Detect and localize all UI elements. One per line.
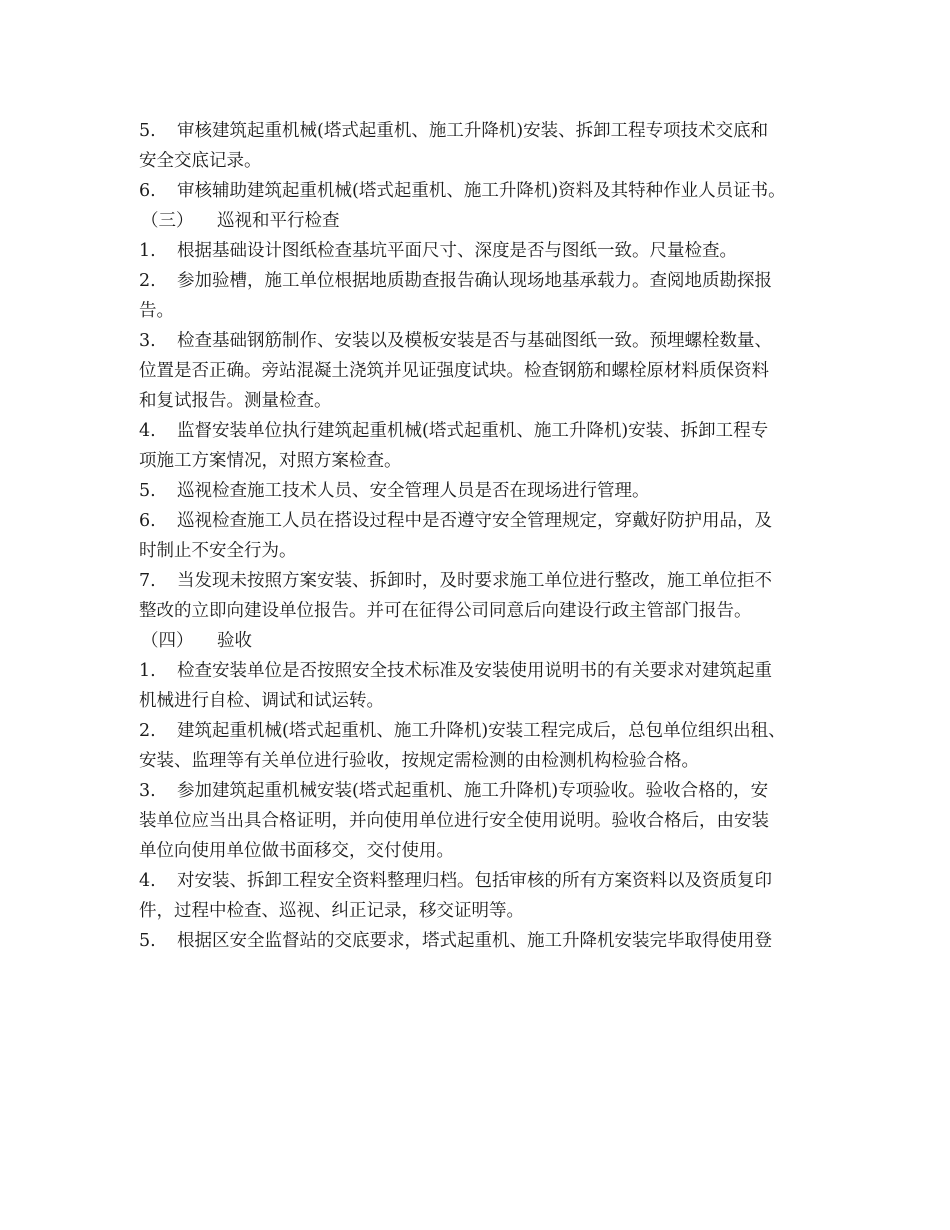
item-number: 6. bbox=[139, 511, 156, 531]
section-title: 巡视和平行检查 bbox=[217, 211, 340, 231]
line-text: 单位向使用单位做书面移交，交付使用。 bbox=[139, 841, 454, 861]
line-text: 安全交底记录。 bbox=[139, 151, 262, 171]
text-line bbox=[139, 836, 819, 866]
item-number: 5. bbox=[139, 121, 156, 141]
text-line bbox=[139, 776, 819, 806]
item-number: 5. bbox=[139, 931, 156, 951]
line-text: 根据基础设计图纸检查基坑平面尺寸、深度是否与图纸一致。尺量检查。 bbox=[177, 241, 737, 261]
line-text: 对安装、拆卸工程安全资料整理归档。包括审核的所有方案资料以及资质复印 bbox=[177, 871, 772, 891]
item-number: 5. bbox=[139, 481, 156, 501]
section-heading bbox=[139, 626, 819, 656]
section-number: （三） bbox=[141, 211, 194, 231]
text-line bbox=[139, 866, 819, 896]
text-line bbox=[139, 446, 819, 476]
text-line bbox=[139, 716, 819, 746]
text-line bbox=[139, 146, 819, 176]
line-text: 参加建筑起重机械安装(塔式起重机、施工升降机)专项验收。验收合格的，安 bbox=[177, 781, 769, 801]
text-line bbox=[139, 656, 819, 686]
line-text: 整改的立即向建设单位报告。并可在征得公司同意后向建设行政主管部门报告。 bbox=[139, 601, 752, 621]
item-number: 2. bbox=[139, 721, 156, 741]
text-line bbox=[139, 536, 819, 566]
text-line bbox=[139, 386, 819, 416]
text-line bbox=[139, 926, 819, 956]
line-text: 检查安装单位是否按照安全技术标准及安装使用说明书的有关要求对建筑起重 bbox=[177, 661, 772, 681]
item-number: 6. bbox=[139, 181, 156, 201]
text-line bbox=[139, 746, 819, 776]
item-number: 3. bbox=[139, 781, 156, 801]
item-number: 4. bbox=[139, 421, 156, 441]
line-text: 件，过程中检查、巡视、纠正记录，移交证明等。 bbox=[139, 901, 524, 921]
line-text: 和复试报告。测量检查。 bbox=[139, 391, 332, 411]
text-line bbox=[139, 896, 819, 926]
item-number: 1. bbox=[139, 241, 156, 261]
line-text: 告。 bbox=[139, 301, 174, 321]
text-line bbox=[139, 506, 819, 536]
text-line bbox=[139, 356, 819, 386]
line-text: 时制止不安全行为。 bbox=[139, 541, 297, 561]
text-line bbox=[139, 296, 819, 326]
section-number: （四） bbox=[141, 631, 194, 651]
section-heading bbox=[139, 206, 819, 236]
text-line bbox=[139, 686, 819, 716]
text-line bbox=[139, 806, 819, 836]
section-title: 验收 bbox=[217, 631, 252, 651]
text-line bbox=[139, 176, 819, 206]
text-line bbox=[139, 566, 819, 596]
line-text: 建筑起重机械(塔式起重机、施工升降机)安装工程完成后，总包单位组织出租、 bbox=[177, 721, 786, 741]
document-body bbox=[139, 116, 819, 956]
text-line bbox=[139, 116, 819, 146]
line-text: 位置是否正确。旁站混凝土浇筑并见证强度试块。检查钢筋和螺栓原材料质保资料 bbox=[139, 361, 769, 381]
item-number: 7. bbox=[139, 571, 156, 591]
text-line bbox=[139, 596, 819, 626]
line-text: 检查基础钢筋制作、安装以及模板安装是否与基础图纸一致。预埋螺栓数量、 bbox=[177, 331, 772, 351]
line-text: 监督安装单位执行建筑起重机械(塔式起重机、施工升降机)安装、拆卸工程专 bbox=[177, 421, 769, 441]
line-text: 巡视检查施工技术人员、安全管理人员是否在现场进行管理。 bbox=[177, 481, 650, 501]
text-line bbox=[139, 476, 819, 506]
text-line bbox=[139, 266, 819, 296]
line-text: 巡视检查施工人员在搭设过程中是否遵守安全管理规定，穿戴好防护用品，及 bbox=[177, 511, 772, 531]
line-text: 参加验槽，施工单位根据地质勘查报告确认现场地基承载力。查阅地质勘探报 bbox=[177, 271, 772, 291]
item-number: 1. bbox=[139, 661, 156, 681]
line-text: 审核辅助建筑起重机械(塔式起重机、施工升降机)资料及其特种作业人员证书。 bbox=[177, 181, 786, 201]
line-text: 装单位应当出具合格证明，并向使用单位进行安全使用说明。验收合格后，由安装 bbox=[139, 811, 769, 831]
line-text: 项施工方案情况，对照方案检查。 bbox=[139, 451, 402, 471]
line-text: 当发现未按照方案安装、拆卸时，及时要求施工单位进行整改，施工单位拒不 bbox=[177, 571, 772, 591]
line-text: 安装、监理等有关单位进行验收，按规定需检测的由检测机构检验合格。 bbox=[139, 751, 699, 771]
item-number: 3. bbox=[139, 331, 156, 351]
line-text: 机械进行自检、调试和试运转。 bbox=[139, 691, 384, 711]
text-line bbox=[139, 326, 819, 356]
line-text: 审核建筑起重机械(塔式起重机、施工升降机)安装、拆卸工程专项技术交底和 bbox=[177, 121, 769, 141]
text-line bbox=[139, 416, 819, 446]
line-text: 根据区安全监督站的交底要求，塔式起重机、施工升降机安装完毕取得使用登 bbox=[177, 931, 772, 951]
item-number: 4. bbox=[139, 871, 156, 891]
text-line bbox=[139, 236, 819, 266]
item-number: 2. bbox=[139, 271, 156, 291]
